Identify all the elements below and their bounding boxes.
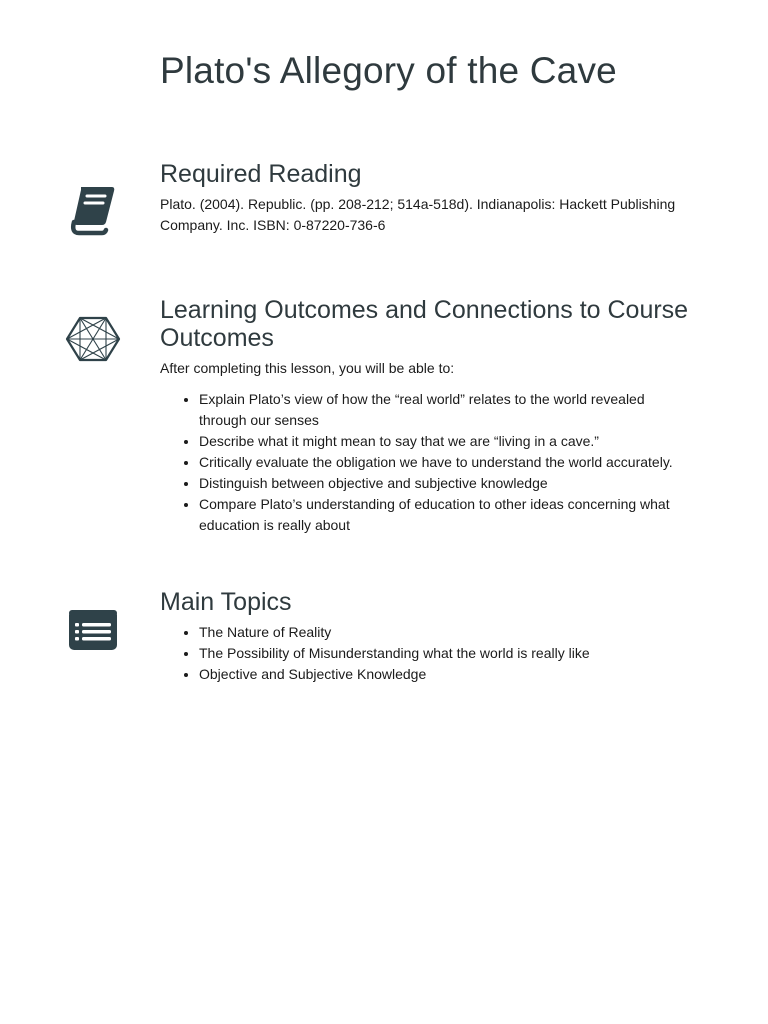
- list-item: • Objective and Subjective Knowledge: [199, 664, 695, 685]
- outcomes-intro: After completing this lesson, you will be able to:: [160, 360, 455, 376]
- list-item: • Describe what it might mean to say that we are “living in a cave.”: [199, 431, 695, 452]
- section-heading: Learning Outcomes and Connections to Course Outcomes: [160, 296, 689, 352]
- list-item: • Explain Plato’s view of how the “real world” relates to the world revealed through our senses: [199, 389, 695, 431]
- book-icon: [64, 182, 122, 240]
- list-item: • The Nature of Reality: [199, 622, 695, 643]
- list-item: • Compare Plato’s understanding of education to other ideas concerning what education is really about: [199, 494, 695, 536]
- section-heading: Main Topics: [160, 588, 292, 616]
- list-item: • The Possibility of Misunderstanding what the world is really like: [199, 643, 695, 664]
- list-item: • Distinguish between objective and subjective knowledge: [199, 473, 695, 494]
- topics-list: [160, 622, 695, 685]
- outcomes-list: [160, 389, 695, 536]
- reading-citation: Plato. (2004). Republic. (pp. 208-212; 514a-518d). Indianapolis: Hackett Publishing Company. Inc. ISBN: 0-87220-736-6: [160, 196, 676, 233]
- list-item: • Critically evaluate the obligation we have to understand the world accurately.: [199, 452, 695, 473]
- hexagon-network-icon: [64, 310, 122, 368]
- list-icon: [64, 602, 122, 660]
- page-title: Plato's Allegory of the Cave: [160, 50, 617, 91]
- section-heading: Required Reading: [160, 160, 362, 188]
